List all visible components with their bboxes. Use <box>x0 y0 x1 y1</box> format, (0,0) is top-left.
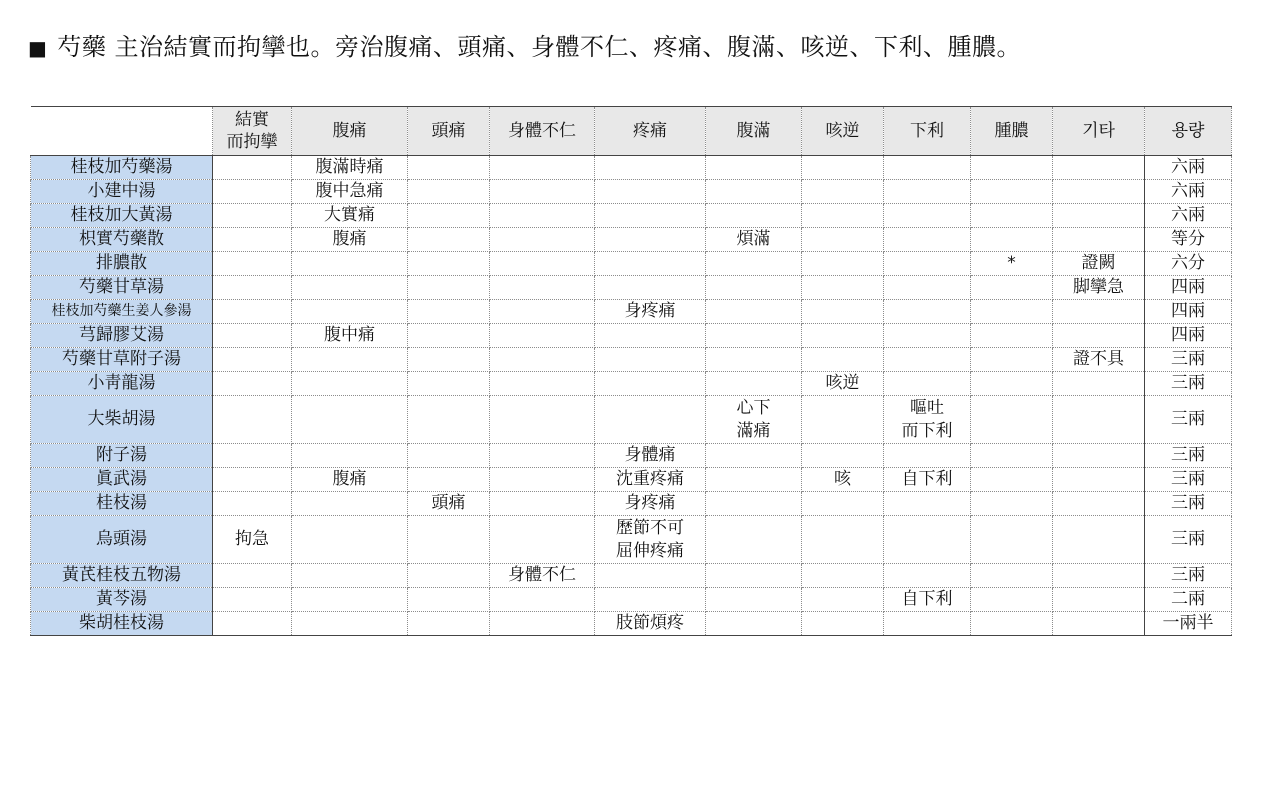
symptom-cell <box>884 252 971 276</box>
symptom-cell <box>802 324 884 348</box>
symptom-cell: 大實痛 <box>292 204 408 228</box>
symptom-cell <box>292 300 408 324</box>
symptom-cell <box>213 204 292 228</box>
dosage-cell: 三兩 <box>1145 348 1232 372</box>
symptom-cell: 腹中痛 <box>292 324 408 348</box>
table-row <box>31 348 1232 372</box>
prescription-name: 大柴胡湯 <box>31 396 213 444</box>
symptom-cell <box>706 300 802 324</box>
column-header: 용량 <box>1145 107 1232 156</box>
symptom-cell <box>292 348 408 372</box>
table-row <box>31 492 1232 516</box>
symptom-cell <box>408 564 490 588</box>
symptom-cell <box>213 300 292 324</box>
square-bullet-icon: ■ <box>28 36 48 60</box>
symptom-cell <box>213 396 292 444</box>
symptom-cell <box>802 276 884 300</box>
symptom-cell <box>706 348 802 372</box>
symptom-cell <box>706 516 802 564</box>
symptom-cell <box>213 468 292 492</box>
symptom-cell <box>802 516 884 564</box>
symptom-cell <box>408 300 490 324</box>
table-row <box>31 396 1232 444</box>
table-row <box>31 180 1232 204</box>
dosage-cell: 三兩 <box>1145 396 1232 444</box>
symptom-cell <box>1053 204 1145 228</box>
symptom-cell <box>971 444 1053 468</box>
symptom-cell <box>971 468 1053 492</box>
page-title <box>28 27 1021 62</box>
symptom-cell <box>490 372 595 396</box>
symptom-cell <box>706 588 802 612</box>
prescription-name: 芎歸膠艾湯 <box>31 324 213 348</box>
symptom-cell <box>802 564 884 588</box>
symptom-cell <box>408 324 490 348</box>
symptom-cell <box>490 444 595 468</box>
symptom-cell <box>1053 300 1145 324</box>
column-header: 頭痛 <box>408 107 490 156</box>
symptom-cell: 腹痛 <box>292 228 408 252</box>
symptom-cell <box>213 324 292 348</box>
symptom-cell <box>408 348 490 372</box>
symptom-cell <box>971 492 1053 516</box>
symptom-cell: 腹滿時痛 <box>292 156 408 180</box>
symptom-cell: 證闕 <box>1053 252 1145 276</box>
dosage-cell: 等分 <box>1145 228 1232 252</box>
title-text: 芍藥 主治結實而拘攣也。旁治腹痛、頭痛、身體不仁、疼痛、腹滿、咳逆、下利、腫膿。 <box>57 33 1022 61</box>
symptom-cell <box>802 156 884 180</box>
symptom-cell <box>292 564 408 588</box>
symptom-cell: 嘔吐 而下利 <box>884 396 971 444</box>
symptom-cell <box>706 492 802 516</box>
symptom-cell <box>490 204 595 228</box>
symptom-cell <box>408 612 490 636</box>
symptom-cell <box>213 228 292 252</box>
column-header: 身體不仁 <box>490 107 595 156</box>
symptom-cell <box>971 300 1053 324</box>
symptom-cell <box>490 588 595 612</box>
symptom-cell <box>1053 564 1145 588</box>
symptom-cell <box>706 276 802 300</box>
symptom-cell <box>213 564 292 588</box>
symptom-cell <box>490 516 595 564</box>
symptom-cell <box>971 564 1053 588</box>
symptom-cell: 煩滿 <box>706 228 802 252</box>
symptom-cell <box>595 276 706 300</box>
symptom-cell <box>1053 444 1145 468</box>
prescription-name: 桂枝加芍藥生姜人參湯 <box>31 300 213 324</box>
table-row <box>31 444 1232 468</box>
symptom-cell <box>971 516 1053 564</box>
table-row <box>31 228 1232 252</box>
symptom-cell <box>408 516 490 564</box>
symptom-cell: 頭痛 <box>408 492 490 516</box>
prescription-name: 桂枝加大黃湯 <box>31 204 213 228</box>
dosage-cell: 六兩 <box>1145 204 1232 228</box>
symptom-cell <box>706 612 802 636</box>
prescription-name: 桂枝湯 <box>31 492 213 516</box>
symptom-cell <box>292 396 408 444</box>
symptom-cell <box>595 588 706 612</box>
symptom-cell <box>595 180 706 204</box>
symptom-cell <box>706 204 802 228</box>
symptom-cell <box>213 276 292 300</box>
symptom-cell <box>292 492 408 516</box>
table-row <box>31 276 1232 300</box>
symptom-cell <box>408 204 490 228</box>
symptom-cell <box>706 180 802 204</box>
symptom-cell <box>802 444 884 468</box>
symptom-cell <box>706 444 802 468</box>
symptom-cell: 自下利 <box>884 468 971 492</box>
symptom-cell <box>292 276 408 300</box>
table-body <box>31 156 1232 636</box>
symptom-cell: 心下 滿痛 <box>706 396 802 444</box>
symptom-cell <box>595 324 706 348</box>
symptom-cell <box>971 156 1053 180</box>
symptom-cell: 拘急 <box>213 516 292 564</box>
symptom-cell <box>213 372 292 396</box>
symptom-cell <box>490 612 595 636</box>
symptom-cell <box>408 468 490 492</box>
symptom-cell <box>971 204 1053 228</box>
symptom-cell <box>292 516 408 564</box>
table-row <box>31 468 1232 492</box>
table-row <box>31 612 1232 636</box>
header-row <box>31 107 1232 156</box>
dosage-cell: 六兩 <box>1145 156 1232 180</box>
prescription-name: 小靑龍湯 <box>31 372 213 396</box>
dosage-cell: 二兩 <box>1145 588 1232 612</box>
column-header: 기타 <box>1053 107 1145 156</box>
symptom-cell: 咳逆 <box>802 372 884 396</box>
symptom-cell <box>213 180 292 204</box>
symptom-cell <box>802 180 884 204</box>
dosage-cell: 三兩 <box>1145 516 1232 564</box>
table-row <box>31 324 1232 348</box>
table-row <box>31 588 1232 612</box>
prescription-name: 排膿散 <box>31 252 213 276</box>
symptom-cell <box>706 564 802 588</box>
header-corner <box>31 107 213 156</box>
dosage-cell: 四兩 <box>1145 324 1232 348</box>
symptom-cell <box>884 204 971 228</box>
symptom-cell <box>802 300 884 324</box>
column-header: 咳逆 <box>802 107 884 156</box>
symptom-cell <box>292 444 408 468</box>
prescription-name: 黃芪桂枝五物湯 <box>31 564 213 588</box>
symptom-cell <box>884 492 971 516</box>
symptom-cell: 自下利 <box>884 588 971 612</box>
symptom-cell <box>408 180 490 204</box>
symptom-cell <box>971 612 1053 636</box>
symptom-cell <box>408 372 490 396</box>
table-header <box>31 107 1232 156</box>
table-row <box>31 564 1232 588</box>
symptom-cell <box>1053 492 1145 516</box>
dosage-cell: 一兩半 <box>1145 612 1232 636</box>
symptom-cell <box>884 156 971 180</box>
symptom-cell <box>490 300 595 324</box>
prescription-name: 枳實芍藥散 <box>31 228 213 252</box>
symptom-cell <box>213 348 292 372</box>
dosage-cell: 三兩 <box>1145 564 1232 588</box>
symptom-cell <box>213 156 292 180</box>
symptom-cell <box>884 228 971 252</box>
symptom-cell: 脚攣急 <box>1053 276 1145 300</box>
symptom-cell <box>1053 612 1145 636</box>
column-header: 疼痛 <box>595 107 706 156</box>
symptom-cell <box>884 444 971 468</box>
table-row <box>31 516 1232 564</box>
symptom-cell <box>802 588 884 612</box>
symptom-cell <box>408 444 490 468</box>
symptom-cell <box>292 372 408 396</box>
symptom-cell: 肢節煩疼 <box>595 612 706 636</box>
symptom-cell <box>595 564 706 588</box>
symptom-cell <box>884 180 971 204</box>
symptom-cell: 腹中急痛 <box>292 180 408 204</box>
prescription-name: 芍藥甘草湯 <box>31 276 213 300</box>
symptom-cell <box>706 252 802 276</box>
symptom-cell <box>595 228 706 252</box>
symptom-cell <box>884 348 971 372</box>
symptom-cell <box>971 396 1053 444</box>
symptom-cell <box>490 252 595 276</box>
symptom-cell <box>1053 372 1145 396</box>
symptom-cell <box>706 324 802 348</box>
symptom-cell <box>490 468 595 492</box>
prescription-name: 桂枝加芍藥湯 <box>31 156 213 180</box>
symptom-cell <box>706 372 802 396</box>
symptom-cell <box>971 348 1053 372</box>
symptom-cell <box>706 156 802 180</box>
symptom-cell <box>213 444 292 468</box>
symptom-cell <box>1053 324 1145 348</box>
symptom-cell <box>802 252 884 276</box>
symptom-cell <box>490 492 595 516</box>
dosage-cell: 三兩 <box>1145 468 1232 492</box>
table-row <box>31 252 1232 276</box>
prescription-name: 芍藥甘草附子湯 <box>31 348 213 372</box>
column-header: 腹痛 <box>292 107 408 156</box>
prescription-name: 黃芩湯 <box>31 588 213 612</box>
symptom-cell <box>1053 468 1145 492</box>
dosage-cell: 三兩 <box>1145 372 1232 396</box>
dosage-cell: 三兩 <box>1145 444 1232 468</box>
symptom-cell <box>1053 180 1145 204</box>
symptom-cell <box>884 300 971 324</box>
symptom-cell <box>802 204 884 228</box>
dosage-cell: 六分 <box>1145 252 1232 276</box>
column-header: 腫膿 <box>971 107 1053 156</box>
symptom-cell <box>490 156 595 180</box>
symptom-cell <box>595 396 706 444</box>
table-row <box>31 156 1232 180</box>
symptom-cell <box>802 492 884 516</box>
symptom-cell <box>971 180 1053 204</box>
symptom-cell <box>706 468 802 492</box>
dosage-cell: 四兩 <box>1145 300 1232 324</box>
prescription-name: 眞武湯 <box>31 468 213 492</box>
dosage-cell: 三兩 <box>1145 492 1232 516</box>
symptom-cell <box>1053 588 1145 612</box>
symptom-cell: 身體痛 <box>595 444 706 468</box>
dosage-cell: 四兩 <box>1145 276 1232 300</box>
symptom-cell <box>213 588 292 612</box>
symptom-cell: 身疼痛 <box>595 492 706 516</box>
symptom-cell: 身疼痛 <box>595 300 706 324</box>
symptom-cell <box>1053 228 1145 252</box>
symptom-cell <box>1053 156 1145 180</box>
prescription-name: 烏頭湯 <box>31 516 213 564</box>
table-row <box>31 300 1232 324</box>
symptom-cell <box>490 276 595 300</box>
table-row <box>31 372 1232 396</box>
symptom-cell <box>408 252 490 276</box>
symptom-cell: 沈重疼痛 <box>595 468 706 492</box>
column-header: 結實 而拘攣 <box>213 107 292 156</box>
symptom-cell <box>802 612 884 636</box>
symptom-cell <box>884 564 971 588</box>
symptom-cell <box>408 588 490 612</box>
symptom-cell <box>408 396 490 444</box>
symptom-cell <box>802 228 884 252</box>
symptom-cell <box>292 612 408 636</box>
symptom-cell <box>408 228 490 252</box>
symptom-cell <box>490 180 595 204</box>
symptom-cell: 腹痛 <box>292 468 408 492</box>
symptom-cell <box>971 372 1053 396</box>
symptom-cell <box>595 348 706 372</box>
symptom-cell <box>213 252 292 276</box>
symptom-cell <box>292 588 408 612</box>
symptom-cell <box>971 228 1053 252</box>
symptom-cell: 證不具 <box>1053 348 1145 372</box>
symptom-cell <box>884 516 971 564</box>
herb-indication-table <box>30 106 1232 636</box>
symptom-cell <box>1053 396 1145 444</box>
column-header: 腹滿 <box>706 107 802 156</box>
symptom-cell <box>213 612 292 636</box>
symptom-cell <box>490 396 595 444</box>
symptom-cell <box>490 324 595 348</box>
symptom-cell: 咳 <box>802 468 884 492</box>
symptom-cell <box>595 204 706 228</box>
symptom-cell <box>213 492 292 516</box>
prescription-name: 柴胡桂枝湯 <box>31 612 213 636</box>
prescription-name: 小建中湯 <box>31 180 213 204</box>
symptom-cell <box>884 612 971 636</box>
symptom-cell <box>884 276 971 300</box>
symptom-cell <box>292 252 408 276</box>
table-row <box>31 204 1232 228</box>
symptom-cell <box>595 156 706 180</box>
symptom-cell <box>490 228 595 252</box>
symptom-cell <box>595 252 706 276</box>
symptom-cell <box>595 372 706 396</box>
symptom-cell <box>802 348 884 372</box>
column-header: 下利 <box>884 107 971 156</box>
symptom-cell <box>408 276 490 300</box>
symptom-cell <box>884 372 971 396</box>
prescription-name: 附子湯 <box>31 444 213 468</box>
symptom-cell <box>802 396 884 444</box>
dosage-cell: 六兩 <box>1145 180 1232 204</box>
symptom-cell: * <box>971 252 1053 276</box>
symptom-cell <box>490 348 595 372</box>
symptom-cell: 歷節不可 屈伸疼痛 <box>595 516 706 564</box>
symptom-cell <box>971 276 1053 300</box>
symptom-cell <box>971 324 1053 348</box>
symptom-cell <box>971 588 1053 612</box>
symptom-cell <box>1053 516 1145 564</box>
symptom-cell <box>408 156 490 180</box>
symptom-cell <box>884 324 971 348</box>
symptom-cell: 身體不仁 <box>490 564 595 588</box>
